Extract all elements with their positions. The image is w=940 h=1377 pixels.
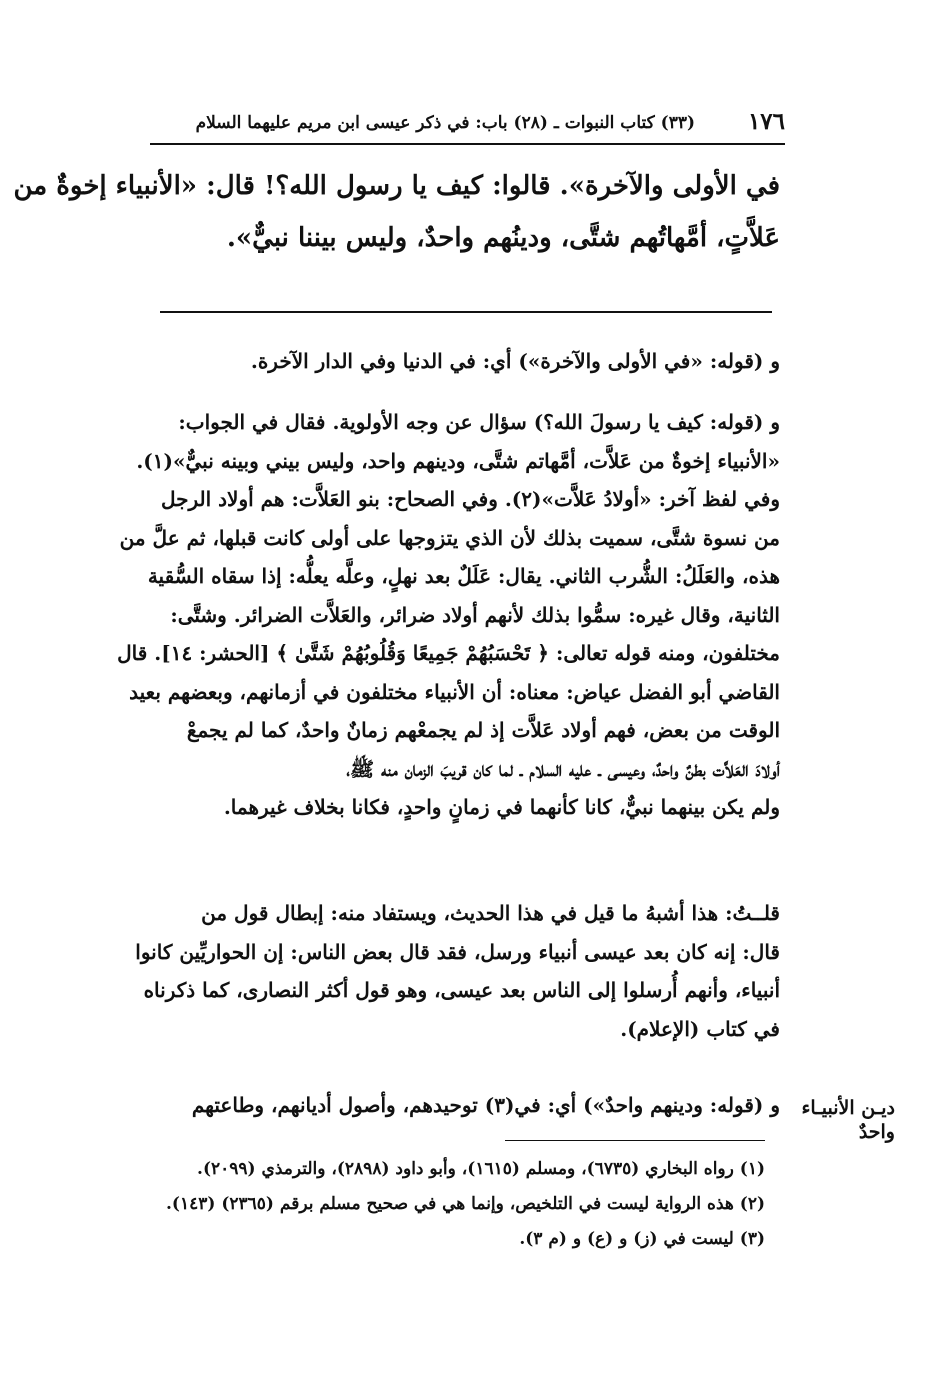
hadith-line: عَلاَّتٍ، أمَّهاتُهم شتَّى، ودينُهم واحدٌ، وليس بيننا نبيٌّ». bbox=[226, 223, 780, 253]
footnote-1: (١) رواه البخاري (٦٧٣٥)، ومسلم (١٦١٥)، وأبو داود (٢٨٩٨)، والترمذي (٢٠٩٩). bbox=[197, 1159, 765, 1179]
commentary-line: قال: إنه كان بعد عيسى أنبياء ورسل، فقد قال بعض الناس: إن الحواريِّين كانوا bbox=[135, 939, 780, 964]
hadith-line: في الأولى والآخرة». قالوا: كيف يا رسول الله؟! قال: «الأنبياء إخوةٌ من bbox=[13, 171, 780, 201]
commentary-line: القاضي أبو الفضل عياض: معناه: أن الأنبياء مختلفون في أزمانهم، وبعضهم بعيد bbox=[129, 679, 780, 704]
margin-note bbox=[785, 1096, 895, 1144]
commentary-line: وفي لفظ آخر: «أولادُ عَلاَّت»(٢). وفي الصحاح: بنو العَلاَّت: هم أولاد الرجل bbox=[160, 487, 780, 511]
commentary-line: و (قوله: كيف يا رسولَ الله؟) سؤال عن وجه الأولوية. فقال في الجواب: bbox=[178, 410, 780, 434]
commentary-line: «الأنبياء إخوةٌ من عَلاَّت، أمَّهاتم شتَّى، ودينهم واحد، وليس بيني وبينه نبيٌّ»(١). bbox=[136, 448, 780, 473]
margin-note-line: ديـن الأنبيـاء bbox=[801, 1097, 895, 1119]
commentary-line: و (قوله: ودينهم واحدٌ») أي: في(٣) توحيدهم، وأصول أديانهم، وطاعتهم bbox=[191, 1093, 780, 1117]
footnotes bbox=[165, 1152, 765, 1257]
footnote-rule bbox=[505, 1140, 765, 1141]
commentary-para-2 bbox=[117, 403, 780, 827]
commentary-para-1 bbox=[170, 342, 780, 381]
commentary-para-4 bbox=[170, 1086, 780, 1125]
commentary-line: أولادَ العَلاَّت بطنٌ واحدٌ، وعيسى ـ عليه السلام ـ لما كان قريبَ الزمان منه ﷺ، bbox=[346, 756, 780, 781]
chapter-title: (٣٣) كتاب النبوات ـ (٢٨) باب: في ذكر عيسى ابن مريم عليهما السلام bbox=[195, 113, 695, 133]
header-rule bbox=[150, 143, 785, 145]
commentary-para-3 bbox=[135, 894, 780, 1048]
commentary-line: و (قوله: «في الأولى والآخرة») أي: في الدنيا وفي الدار الآخرة. bbox=[250, 349, 780, 373]
commentary-line: ولم يكن بينهما نبيٌّ، كانا كأنهما في زمانٍ واحدٍ، فكانا بخلاف غيرهما. bbox=[223, 795, 780, 819]
running-header bbox=[150, 108, 785, 138]
commentary-line: هذه، والعَلَلُ: الشُّرب الثاني. يقال: عَلَلٌ بعد نهلٍ، وعلَّه يعلُّه: إذا سقاه السُّقية bbox=[147, 564, 780, 588]
footnote-2: (٢) هذه الرواية ليست في التلخيص، وإنما هي في صحيح مسلم برقم (٢٣٦٥) (١٤٣). bbox=[166, 1194, 765, 1214]
commentary-line: الوقت من بعض، فهم أولاد عَلاَّت إذ لم يجمعْهم زمانٌ واحدٌ، كما لم يجمعْ bbox=[186, 718, 780, 742]
commentary-line: في كتاب (الإعلام). bbox=[620, 1016, 780, 1041]
hadith-text bbox=[13, 160, 780, 264]
margin-note-line: واحدٌ bbox=[858, 1121, 895, 1143]
page-number: ١٧٦ bbox=[747, 108, 785, 135]
commentary-line: من نسوة شتَّى، سميت بذلك لأن الذي يتزوجها على أولى كانت قبلها، ثم علَّ من bbox=[119, 525, 780, 550]
footnote-3: (٣) ليست في (ز) و (ع) و (م ٣). bbox=[519, 1229, 765, 1249]
section-separator bbox=[160, 311, 772, 313]
commentary-line: مختلفون، ومنه قوله تعالى: ﴿ تَحْسَبُهُمْ جَمِيعًا وَقُلُوبُهُمْ شَتَّىٰ ﴾ [الحشر: ١٤]. قال bbox=[117, 641, 780, 665]
commentary-line: أنبياء، وأنهم أُرسلوا إلى الناس بعد عيسى، وهو قول أكثر النصارى، كما ذكرناه bbox=[143, 978, 780, 1002]
commentary-line: الثانية، وقال غيره: سمُّوا بذلك لأنهم أولاد ضرائر، والعَلاَّت الضرائر. وشتَّى: bbox=[170, 602, 780, 627]
commentary-line: قلــتُ: هذا أشبهُ ما قيل في هذا الحديث، ويستفاد منه: إبطال قول من bbox=[201, 901, 780, 925]
